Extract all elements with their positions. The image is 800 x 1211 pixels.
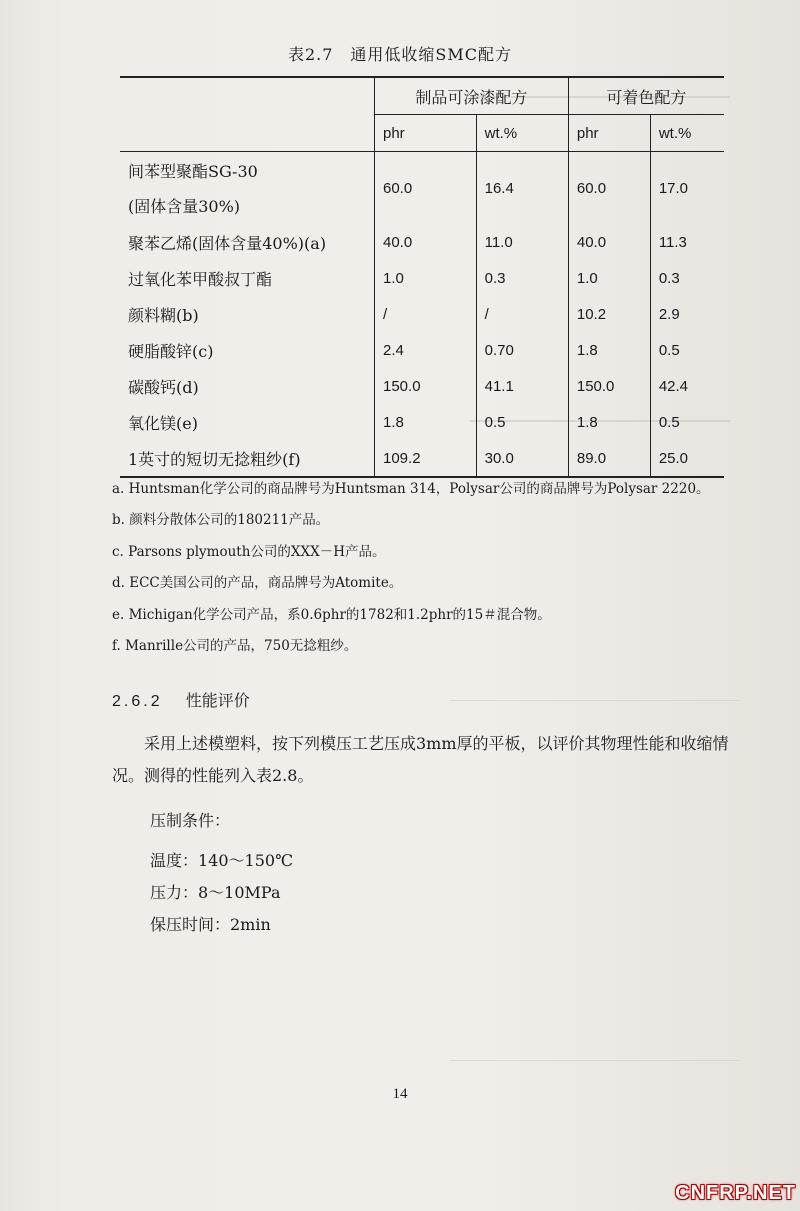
ingredient-name: 聚苯乙烯(固体含量40%)(a): [128, 233, 327, 253]
cell-value: 30.0: [476, 440, 568, 477]
table-row: [120, 224, 724, 260]
footnote-c: c. Parsons plymouth公司的XXX－H产品。: [112, 543, 386, 560]
subheader-wt: wt.%: [650, 115, 724, 152]
cell-value: 1.0: [568, 260, 650, 296]
table-row: [120, 152, 724, 225]
table-row: [120, 296, 724, 332]
cell-value: 60.0: [375, 152, 477, 225]
cell-value: 150.0: [375, 368, 477, 404]
condition-hold-time: 保压时间：2min: [150, 915, 271, 934]
ingredient-name: 过氧化苯甲酸叔丁酯: [128, 269, 273, 289]
cell-value: 0.3: [650, 260, 724, 296]
cell-value: 17.0: [650, 152, 724, 225]
cell-value: 11.0: [476, 224, 568, 260]
cell-value: 2.4: [375, 332, 477, 368]
cell-value: 89.0: [568, 440, 650, 477]
bleed-through-line: [450, 1060, 740, 1061]
cell-value: /: [375, 296, 477, 332]
cell-value: 0.5: [650, 332, 724, 368]
cell-value: 25.0: [650, 440, 724, 477]
ingredient-name-line2: (固体含量30%): [128, 197, 241, 216]
ingredient-name: 1英寸的短切无捻粗纱(f): [120, 440, 375, 477]
ingredient-name: 氧化镁(e): [128, 413, 198, 433]
footnote-d: d. ECC美国公司的产品，商品牌号为Atomite。: [112, 575, 403, 592]
footnote-b: b. 颜料分散体公司的180211产品。: [112, 512, 330, 529]
header-blank: [120, 77, 375, 115]
bleed-through-line: [450, 700, 740, 701]
site-watermark: CNFRP.NET: [675, 1182, 796, 1204]
footnote-a: a. Huntsman化学公司的商品牌号为Huntsman 314，Polysar公司的商品牌号为Polysar 2220。: [112, 481, 710, 497]
cell-value: 109.2: [375, 440, 477, 477]
group-header-colorable: 可着色配方: [568, 77, 724, 115]
footnote-e: e. Michigan化学公司产品，系0.6phr的1782和1.2phr的15＃混合物。: [112, 606, 551, 623]
cell-value: 40.0: [568, 224, 650, 260]
footnote-f: f. Manrille公司的产品，750无捻粗纱。: [112, 638, 358, 655]
cell-value: 40.0: [375, 224, 477, 260]
cell-value: 0.3: [476, 260, 568, 296]
group-header-paintable: 制品可涂漆配方: [375, 77, 569, 115]
condition-temperature: 温度：140～150℃: [150, 851, 293, 870]
section-number: 2.6.2: [112, 693, 163, 710]
subheader-wt: wt.%: [476, 115, 568, 152]
cell-value: 1.8: [568, 404, 650, 440]
table-row: [120, 260, 724, 296]
formula-table: [120, 76, 724, 478]
table-row: [120, 332, 724, 368]
table-row: [120, 440, 724, 477]
body-paragraph: 采用上述模塑料，按下列模压工艺压成3mm厚的平板，以评价其物理性能和收缩情况。测得的性能列入表2.8。: [112, 734, 729, 785]
table-row: [120, 368, 724, 404]
cell-value: /: [476, 296, 568, 332]
table-footnotes: [112, 474, 762, 662]
cell-value: 0.5: [476, 404, 568, 440]
section-title: 性能评价: [185, 691, 250, 710]
subheader-phr: phr: [375, 115, 477, 152]
cell-value: 0.70: [476, 332, 568, 368]
cell-value: 150.0: [568, 368, 650, 404]
cell-value: 1.8: [375, 404, 477, 440]
section-heading: [112, 688, 250, 711]
cell-value: 1.8: [568, 332, 650, 368]
header-blank: [120, 115, 375, 152]
cell-value: 1.0: [375, 260, 477, 296]
subheader-phr: phr: [568, 115, 650, 152]
ingredient-name: 颜料糊(b): [128, 305, 199, 325]
condition-pressure: 压力：8～10MPa: [150, 883, 281, 902]
cell-value: 10.2: [568, 296, 650, 332]
cell-value: 42.4: [650, 368, 724, 404]
cell-value: 16.4: [476, 152, 568, 225]
table-caption: 表2.7 通用低收缩SMC配方: [287, 45, 513, 64]
cell-value: 11.3: [650, 224, 724, 260]
cell-value: 60.0: [568, 152, 650, 225]
ingredient-name: [120, 152, 375, 225]
ingredient-name: 硬脂酸锌(c): [128, 341, 214, 361]
cell-value: 2.9: [650, 296, 724, 332]
conditions-title: 压制条件：: [150, 811, 231, 830]
table-row: [120, 404, 724, 440]
ingredient-name: 碳酸钙(d): [128, 377, 199, 397]
page-number: 14: [392, 1086, 408, 1102]
cell-value: 41.1: [476, 368, 568, 404]
ingredient-name-line1: 间苯型聚酯SG-30: [128, 162, 258, 181]
cell-value: 0.5: [650, 404, 724, 440]
